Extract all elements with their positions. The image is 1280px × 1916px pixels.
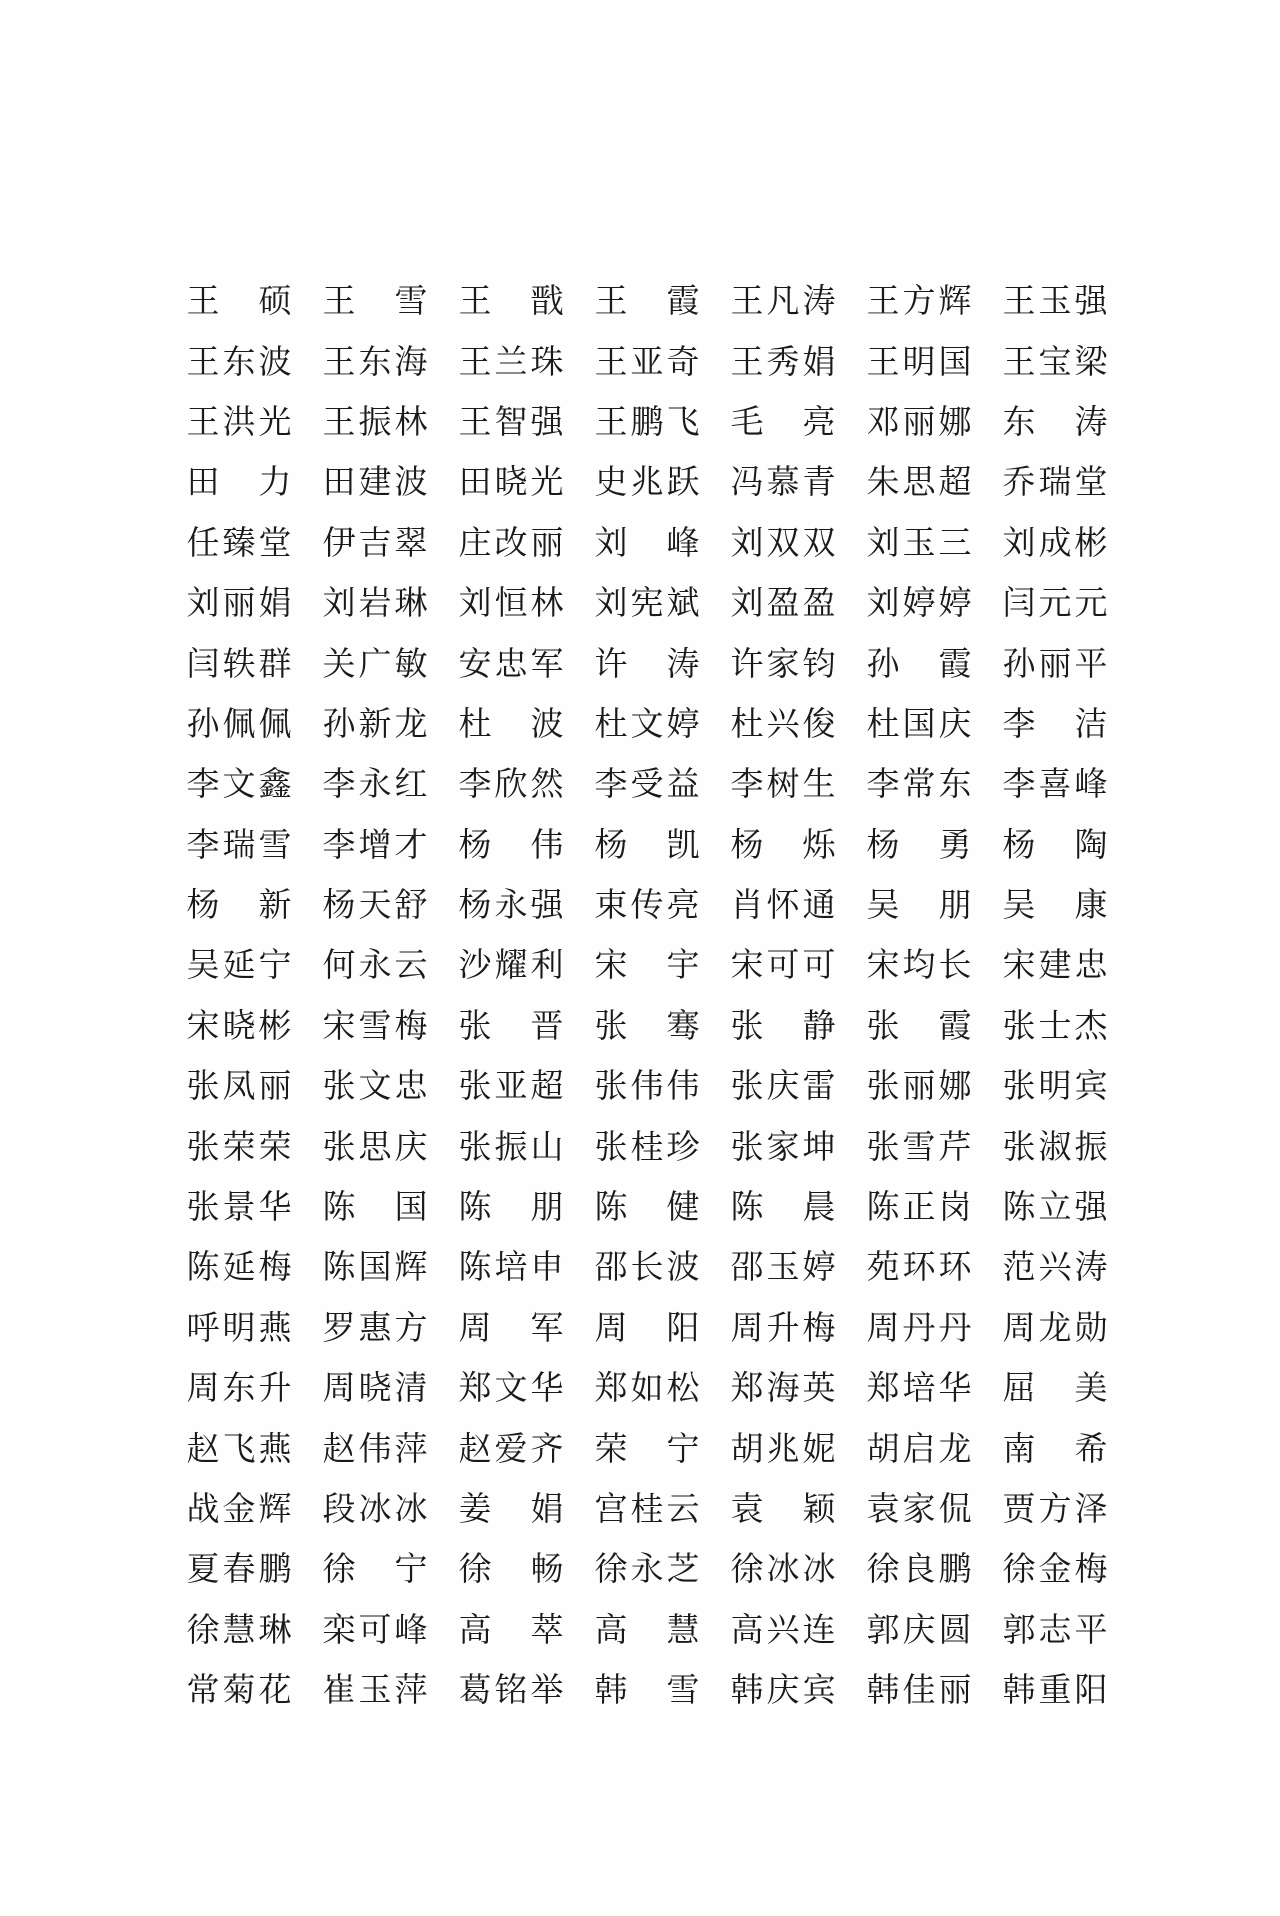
name-entry: 范 兴 涛	[1002, 1247, 1108, 1287]
name-entry: 郭 志 平	[1002, 1609, 1108, 1649]
name-entry: 胡 启 龙	[866, 1428, 972, 1468]
name-entry: 吴 延 宁	[186, 945, 292, 985]
name-entry: 胡 兆 妮	[730, 1428, 836, 1468]
name-entry: 王 鹏 飞	[594, 401, 700, 441]
name-entry: 李 喜 峰	[1002, 764, 1108, 804]
name-entry: 陈 国 辉	[322, 1247, 428, 1287]
name-entry: 冯 慕 青	[730, 462, 836, 502]
name-entry: 高 萃	[458, 1609, 564, 1649]
name-entry: 邵 玉 婷	[730, 1247, 836, 1287]
name-entry: 赵 爱 齐	[458, 1428, 564, 1468]
name-entry: 王 振 林	[322, 401, 428, 441]
name-entry: 吴 朋	[866, 885, 972, 925]
name-entry: 郑 文 华	[458, 1368, 564, 1408]
name-entry: 南 希	[1002, 1428, 1108, 1468]
name-entry: 战 金 辉	[186, 1489, 292, 1528]
name-entry: 何 永 云	[322, 945, 428, 985]
name-entry: 许 涛	[594, 643, 700, 683]
name-entry: 邓 丽 娜	[866, 401, 972, 441]
name-entry: 张 雪 芹	[866, 1126, 972, 1166]
name-entry: 杨 永 强	[458, 885, 564, 925]
name-entry: 李 受 益	[594, 764, 700, 804]
name-entry: 杨 陶	[1002, 824, 1108, 864]
name-entry: 肖 怀 通	[730, 885, 836, 925]
name-entry: 韩 庆 宾	[730, 1670, 836, 1710]
name-entry: 王 凡 涛	[730, 281, 836, 321]
name-entry: 宋 雪 梅	[322, 1005, 428, 1045]
name-entry: 杨 天 舒	[322, 885, 428, 925]
name-entry: 杜 兴 俊	[730, 703, 836, 743]
name-entry: 李 瑞 雪	[186, 824, 292, 864]
name-entry: 张 丽 娜	[866, 1066, 972, 1106]
name-entry: 崔 玉 萍	[322, 1670, 428, 1710]
name-entry: 田 晓 光	[458, 462, 564, 502]
name-entry: 刘 峰	[594, 522, 700, 562]
name-entry: 杨 伟	[458, 824, 564, 864]
name-entry: 史 兆 跃	[594, 462, 700, 502]
name-entry: 袁 家 侃	[866, 1489, 972, 1528]
name-entry: 周 升 梅	[730, 1307, 836, 1347]
name-entry: 李 树 生	[730, 764, 836, 804]
name-entry: 贾 方 泽	[1002, 1489, 1108, 1528]
name-entry: 乔 瑞 堂	[1002, 462, 1108, 502]
name-entry: 刘 丽 娟	[186, 583, 292, 623]
name-entry: 田 建 波	[322, 462, 428, 502]
name-entry: 田 力	[186, 462, 292, 502]
name-entry: 王 戬	[458, 281, 564, 321]
name-entry: 赵 伟 萍	[322, 1428, 428, 1468]
name-entry: 葛 铭 举	[458, 1670, 564, 1710]
name-entry: 王 霞	[594, 281, 700, 321]
name-entry: 刘 恒 林	[458, 583, 564, 623]
name-entry: 束 传 亮	[594, 885, 700, 925]
name-entry: 徐 畅	[458, 1549, 564, 1589]
name-entry: 陈 国	[322, 1187, 428, 1227]
name-entry: 李 增 才	[322, 824, 428, 864]
name-entry: 张 晋	[458, 1005, 564, 1045]
name-entry: 杨 新	[186, 885, 292, 925]
name-entry: 陈 晨	[730, 1187, 836, 1227]
name-entry: 朱 思 超	[866, 462, 972, 502]
name-entry: 李 永 红	[322, 764, 428, 804]
name-entry: 夏 春 鹏	[186, 1549, 292, 1589]
name-entry: 郑 培 华	[866, 1368, 972, 1408]
name-entry: 许 家 钧	[730, 643, 836, 683]
name-entry: 韩 佳 丽	[866, 1670, 972, 1710]
name-entry: 宫 桂 云	[594, 1489, 700, 1528]
name-entry: 李 洁	[1002, 703, 1108, 743]
name-entry: 王 方 辉	[866, 281, 972, 321]
name-entry: 孙 新 龙	[322, 703, 428, 743]
name-entry: 周 军	[458, 1307, 564, 1347]
name-entry: 王 宝 梁	[1002, 341, 1108, 381]
name-entry: 伊 吉 翠	[322, 522, 428, 562]
name-entry: 陈 培 申	[458, 1247, 564, 1287]
name-entry: 张 桂 珍	[594, 1126, 700, 1166]
name-entry: 袁 颖	[730, 1489, 836, 1528]
name-entry: 韩 雪	[594, 1670, 700, 1710]
name-entry: 吴 康	[1002, 885, 1108, 925]
name-entry: 沙 耀 利	[458, 945, 564, 985]
name-entry: 张 亚 超	[458, 1066, 564, 1106]
name-entry: 王 智 强	[458, 401, 564, 441]
name-entry: 刘 婷 婷	[866, 583, 972, 623]
name-entry: 王 硕	[186, 281, 292, 321]
name-entry: 徐 宁	[322, 1549, 428, 1589]
name-list-grid	[185, 271, 1108, 1720]
name-entry: 刘 岩 琳	[322, 583, 428, 623]
name-entry: 王 雪	[322, 281, 428, 321]
name-entry: 徐 良 鹏	[866, 1549, 972, 1589]
name-entry: 陈 健	[594, 1187, 700, 1227]
name-entry: 杨 勇	[866, 824, 972, 864]
name-entry: 徐 金 梅	[1002, 1549, 1108, 1589]
name-entry: 毛 亮	[730, 401, 836, 441]
name-entry: 宋 均 长	[866, 945, 972, 985]
name-entry: 张 庆 雷	[730, 1066, 836, 1106]
name-entry: 王 亚 奇	[594, 341, 700, 381]
name-entry: 张 霞	[866, 1005, 972, 1045]
name-entry: 郑 如 松	[594, 1368, 700, 1408]
name-entry: 王 明 国	[866, 341, 972, 381]
name-entry: 刘 宪 斌	[594, 583, 700, 623]
name-entry: 王 兰 珠	[458, 341, 564, 381]
name-entry: 张 凤 丽	[186, 1066, 292, 1106]
name-entry: 高 慧	[594, 1609, 700, 1649]
name-entry: 张 士 杰	[1002, 1005, 1108, 1045]
name-entry: 刘 玉 三	[866, 522, 972, 562]
name-entry: 孙 佩 佩	[186, 703, 292, 743]
name-entry: 孙 丽 平	[1002, 643, 1108, 683]
name-entry: 段 冰 冰	[322, 1489, 428, 1528]
name-entry: 王 洪 光	[186, 401, 292, 441]
name-entry: 宋 建 忠	[1002, 945, 1108, 985]
name-entry: 闫 元 元	[1002, 583, 1108, 623]
name-entry: 周 东 升	[186, 1368, 292, 1408]
name-entry: 郑 海 英	[730, 1368, 836, 1408]
name-entry: 宋 晓 彬	[186, 1005, 292, 1045]
name-entry: 罗 惠 方	[322, 1307, 428, 1347]
name-entry: 姜 娟	[458, 1489, 564, 1528]
name-entry: 宋 可 可	[730, 945, 836, 985]
name-entry: 李 欣 然	[458, 764, 564, 804]
name-entry: 陈 立 强	[1002, 1187, 1108, 1227]
name-entry: 杜 国 庆	[866, 703, 972, 743]
name-entry: 张 景 华	[186, 1187, 292, 1227]
name-entry: 苑 环 环	[866, 1247, 972, 1287]
name-entry: 张 静	[730, 1005, 836, 1045]
name-entry: 杨 凯	[594, 824, 700, 864]
name-entry: 周 龙 勋	[1002, 1307, 1108, 1347]
name-entry: 孙 霞	[866, 643, 972, 683]
name-entry: 屈 美	[1002, 1368, 1108, 1408]
name-entry: 韩 重 阳	[1002, 1670, 1108, 1710]
name-entry: 王 秀 娟	[730, 341, 836, 381]
name-entry: 王 东 海	[322, 341, 428, 381]
name-entry: 东 涛	[1002, 401, 1108, 441]
name-entry: 宋 宇	[594, 945, 700, 985]
name-entry: 张 思 庆	[322, 1126, 428, 1166]
name-entry: 张 骞	[594, 1005, 700, 1045]
name-entry: 庄 改 丽	[458, 522, 564, 562]
name-entry: 陈 延 梅	[186, 1247, 292, 1287]
name-entry: 李 常 东	[866, 764, 972, 804]
name-entry: 周 丹 丹	[866, 1307, 972, 1347]
name-entry: 陈 正 岗	[866, 1187, 972, 1227]
name-entry: 张 振 山	[458, 1126, 564, 1166]
name-entry: 刘 盈 盈	[730, 583, 836, 623]
name-entry: 关 广 敏	[322, 643, 428, 683]
name-entry: 郭 庆 圆	[866, 1609, 972, 1649]
name-entry: 刘 双 双	[730, 522, 836, 562]
name-entry: 常 菊 花	[186, 1670, 292, 1710]
name-entry: 王 东 波	[186, 341, 292, 381]
name-entry: 张 伟 伟	[594, 1066, 700, 1106]
name-entry: 邵 长 波	[594, 1247, 700, 1287]
name-entry: 徐 永 芝	[594, 1549, 700, 1589]
name-entry: 张 明 宾	[1002, 1066, 1108, 1106]
name-entry: 徐 冰 冰	[730, 1549, 836, 1589]
name-entry: 张 家 坤	[730, 1126, 836, 1166]
name-entry: 杜 文 婷	[594, 703, 700, 743]
name-entry: 李 文 鑫	[186, 764, 292, 804]
name-entry: 王 玉 强	[1002, 281, 1108, 321]
name-entry: 徐 慧 琳	[186, 1609, 292, 1649]
name-entry: 呼 明 燕	[186, 1307, 292, 1347]
name-entry: 杜 波	[458, 703, 564, 743]
name-entry: 杨 烁	[730, 824, 836, 864]
name-entry: 张 荣 荣	[186, 1126, 292, 1166]
name-entry: 荣 宁	[594, 1428, 700, 1468]
name-entry: 刘 成 彬	[1002, 522, 1108, 562]
name-entry: 陈 朋	[458, 1187, 564, 1227]
name-entry: 赵 飞 燕	[186, 1428, 292, 1468]
name-entry: 任 臻 堂	[186, 522, 292, 562]
name-entry: 高 兴 连	[730, 1609, 836, 1649]
name-entry: 张 文 忠	[322, 1066, 428, 1106]
name-entry: 栾 可 峰	[322, 1609, 428, 1649]
name-entry: 周 阳	[594, 1307, 700, 1347]
name-entry: 安 忠 军	[458, 643, 564, 683]
name-entry: 张 淑 振	[1002, 1126, 1108, 1166]
name-entry: 闫 轶 群	[186, 643, 292, 683]
name-entry: 周 晓 清	[322, 1368, 428, 1408]
